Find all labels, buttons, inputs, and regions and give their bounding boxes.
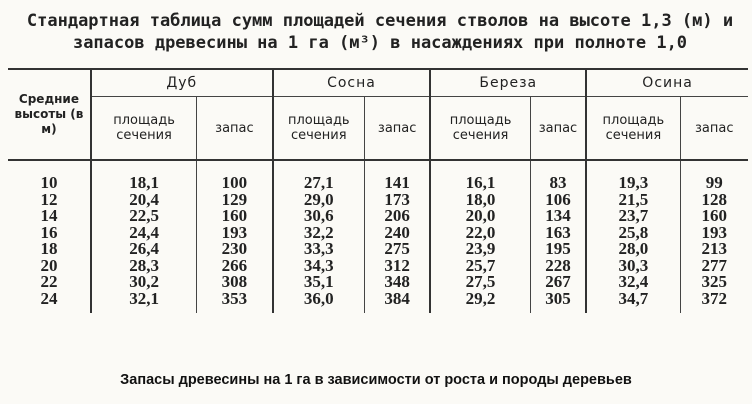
title-line-2: запасов древесины на 1 га (м³) в насаждениях при полноте 1,0 xyxy=(72,33,688,53)
pine-area-cell: 35,1 xyxy=(273,274,365,291)
oak-stock-cell: 353 xyxy=(197,291,273,314)
oak-stock-cell: 193 xyxy=(197,225,273,242)
subheader-aspen-stock: запас xyxy=(680,97,748,161)
oak-stock-cell: 266 xyxy=(197,258,273,275)
oak-area-cell: 22,5 xyxy=(91,208,197,225)
subheader-pine-stock: запас xyxy=(364,97,430,161)
subheader-aspen-area: площадь сечения xyxy=(586,97,680,161)
birch-area-cell: 23,9 xyxy=(430,241,530,258)
aspen-stock-cell: 277 xyxy=(680,258,748,275)
oak-area-cell: 26,4 xyxy=(91,241,197,258)
oak-area-cell: 30,2 xyxy=(91,274,197,291)
pine-area-cell: 29,0 xyxy=(273,192,365,209)
pine-stock-cell: 348 xyxy=(364,274,430,291)
height-cell: 16 xyxy=(40,222,58,242)
oak-stock-cell: 100 xyxy=(197,160,273,192)
pine-stock-cell: 384 xyxy=(364,291,430,314)
table-title xyxy=(20,10,740,54)
oak-area-cell: 28,3 xyxy=(91,258,197,275)
subheader-oak-stock: запас xyxy=(197,97,273,161)
oak-stock-cell: 129 xyxy=(197,192,273,209)
pine-stock-cell: 240 xyxy=(364,225,430,242)
oak-area-cell: 32,1 xyxy=(91,291,197,314)
pine-area-cell: 32,2 xyxy=(273,225,365,242)
aspen-stock-cell: 325 xyxy=(680,274,748,291)
subheader-oak-area: площадь сечения xyxy=(91,97,197,161)
pine-area-cell: 36,0 xyxy=(273,291,365,314)
height-column-header: Средние высоты (в м) xyxy=(8,69,91,160)
height-cell: 18 xyxy=(40,239,58,258)
aspen-area-cell: 30,3 xyxy=(586,258,680,275)
figure-caption: Запасы древесины на 1 га в зависимости от роста и породы деревьев xyxy=(120,372,632,388)
table-row xyxy=(8,160,748,192)
aspen-area-cell: 25,8 xyxy=(586,225,680,242)
birch-stock-cell: 134 xyxy=(530,208,586,225)
aspen-stock-cell: 372 xyxy=(680,291,748,314)
species-header-birch: Береза xyxy=(430,69,586,97)
species-header-aspen: Осина xyxy=(586,69,748,97)
birch-stock-cell: 228 xyxy=(530,258,586,275)
height-cell: 20 xyxy=(40,255,58,275)
species-header-pine: Сосна xyxy=(273,69,431,97)
height-cell: 22 xyxy=(40,272,58,291)
species-header-oak: Дуб xyxy=(91,69,273,97)
aspen-area-cell: 19,3 xyxy=(586,160,680,192)
birch-stock-cell: 305 xyxy=(530,291,586,314)
stock-table xyxy=(8,68,748,313)
aspen-area-cell: 23,7 xyxy=(586,208,680,225)
birch-stock-cell: 267 xyxy=(530,274,586,291)
birch-stock-cell: 195 xyxy=(530,241,586,258)
subheader-pine-area: площадь сечения xyxy=(273,97,365,161)
birch-area-cell: 20,0 xyxy=(430,208,530,225)
table-row xyxy=(8,291,748,314)
pine-area-cell: 33,3 xyxy=(273,241,365,258)
aspen-area-cell: 21,5 xyxy=(586,192,680,209)
height-cell: 24 xyxy=(40,288,58,308)
pine-stock-cell: 206 xyxy=(364,208,430,225)
pine-stock-cell: 141 xyxy=(364,160,430,192)
oak-stock-cell: 230 xyxy=(197,241,273,258)
aspen-stock-cell: 160 xyxy=(680,208,748,225)
aspen-stock-cell: 128 xyxy=(680,192,748,209)
pine-area-cell: 30,6 xyxy=(273,208,365,225)
oak-area-cell: 24,4 xyxy=(91,225,197,242)
oak-area-cell: 20,4 xyxy=(91,192,197,209)
height-cell: 12 xyxy=(40,189,58,209)
birch-stock-cell: 163 xyxy=(530,225,586,242)
birch-area-cell: 25,7 xyxy=(430,258,530,275)
aspen-area-cell: 28,0 xyxy=(586,241,680,258)
aspen-stock-cell: 193 xyxy=(680,225,748,242)
aspen-stock-cell: 99 xyxy=(680,160,748,192)
birch-area-cell: 22,0 xyxy=(430,225,530,242)
title-line-1: Стандартная таблица сумм площадей сечения стволов на высоте 1,3 (м) и xyxy=(26,11,734,31)
height-cell: 14 xyxy=(40,206,58,225)
birch-area-cell: 18,0 xyxy=(430,192,530,209)
aspen-stock-cell: 213 xyxy=(680,241,748,258)
pine-stock-cell: 312 xyxy=(364,258,430,275)
birch-area-cell: 29,2 xyxy=(430,291,530,314)
aspen-area-cell: 34,7 xyxy=(586,291,680,314)
birch-area-cell: 27,5 xyxy=(430,274,530,291)
subheader-birch-area: площадь сечения xyxy=(430,97,530,161)
pine-stock-cell: 173 xyxy=(364,192,430,209)
oak-stock-cell: 160 xyxy=(197,208,273,225)
oak-area-cell: 18,1 xyxy=(91,160,197,192)
subheader-birch-stock: запас xyxy=(530,97,586,161)
birch-stock-cell: 106 xyxy=(530,192,586,209)
height-cell: 10 xyxy=(40,173,58,192)
oak-stock-cell: 308 xyxy=(197,274,273,291)
pine-area-cell: 27,1 xyxy=(273,160,365,192)
birch-stock-cell: 83 xyxy=(530,160,586,192)
table-body xyxy=(8,160,748,313)
pine-area-cell: 34,3 xyxy=(273,258,365,275)
pine-stock-cell: 275 xyxy=(364,241,430,258)
aspen-area-cell: 32,4 xyxy=(586,274,680,291)
birch-area-cell: 16,1 xyxy=(430,160,530,192)
